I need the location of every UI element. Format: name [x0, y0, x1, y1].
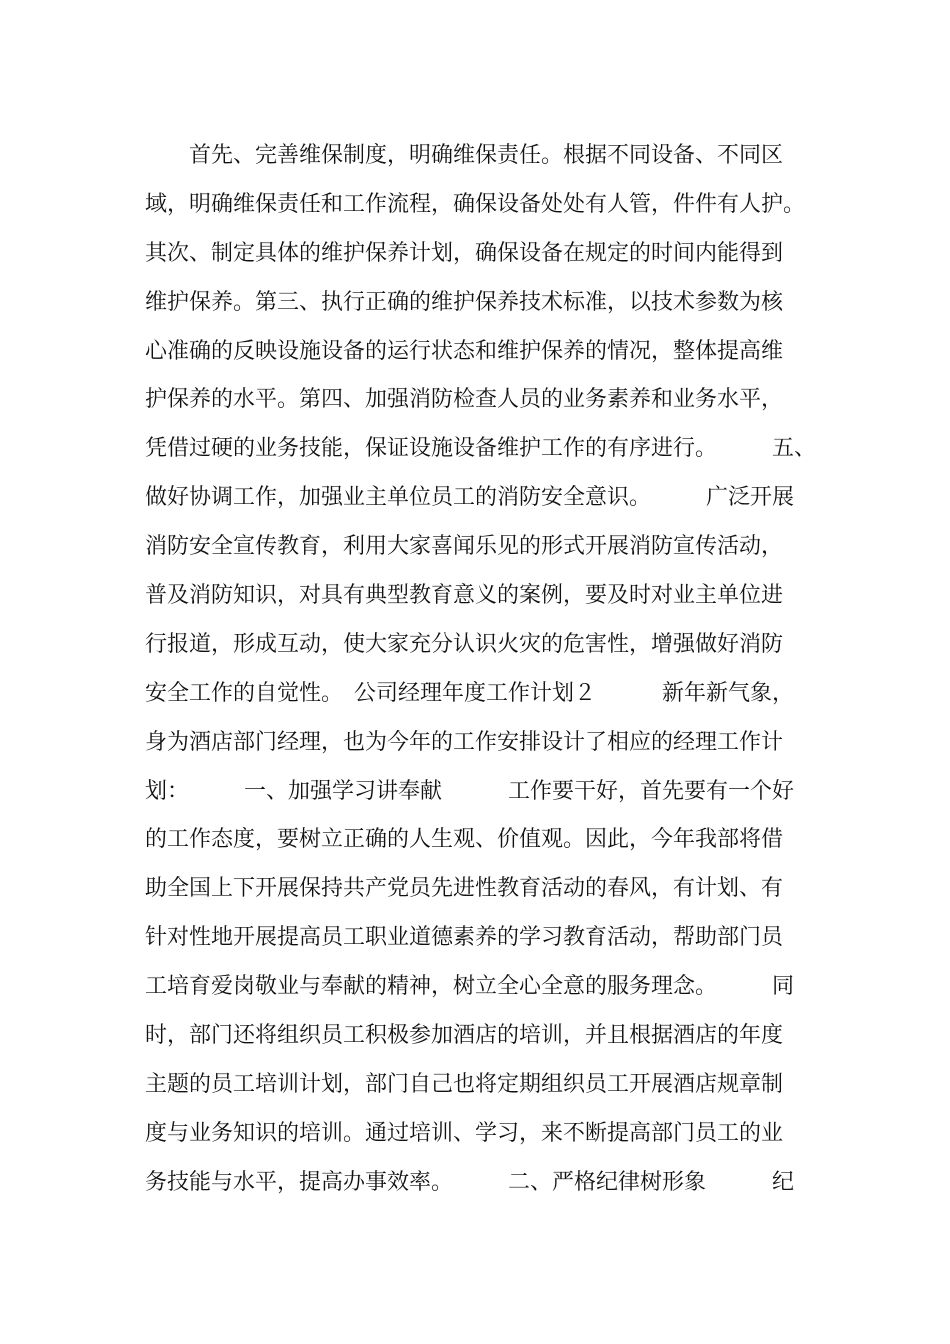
text-line: 首先、完善维保制度，明确维保责任。根据不同设备、不同区: [145, 143, 784, 168]
text-line: 时，部门还将组织员工积极参加酒店的培训，并且根据酒店的年度: [145, 1023, 784, 1049]
text-line: 其次、制定具体的维护保养计划，确保设备在规定的时间内能得到: [145, 240, 784, 266]
text-line: 凭借过硬的业务技能，保证设施设备维护工作的有序进行。 五、: [145, 436, 817, 462]
body-text: [145, 132, 835, 1208]
text-line: 划： 一、加强学习讲奉献 工作要干好，首先要有一个好: [145, 778, 795, 804]
text-line: 做好协调工作，加强业主单位员工的消防安全意识。 广泛开展: [145, 485, 795, 511]
text-line: 域，明确维保责任和工作流程，确保设备处处有人管，件件有人护。: [145, 191, 806, 217]
text-line: 针对性地开展提高员工职业道德素养的学习教育活动，帮助部门员: [145, 925, 784, 951]
text-line: 务技能与水平，提高办事效率。 二、严格纪律树形象 纪: [145, 1169, 795, 1195]
text-line: 身为酒店部门经理，也为今年的工作安排设计了相应的经理工作计: [145, 729, 784, 755]
text-line: 度与业务知识的培训。通过培训、学习，来不断提高部门员工的业: [145, 1120, 784, 1146]
text-line: 工培育爱岗敬业与奉献的精神，树立全心全意的服务理念。 同: [145, 974, 795, 1000]
text-line: 行报道，形成互动，使大家充分认识火灾的危害性，增强做好消防: [145, 631, 784, 657]
text-line: 主题的员工培训计划，部门自己也将定期组织员工开展酒店规章制: [145, 1071, 784, 1097]
text-line: 的工作态度，要树立正确的人生观、价值观。因此，今年我部将借: [145, 827, 784, 853]
text-line: 护保养的水平。第四、加强消防检查人员的业务素养和业务水平，: [145, 387, 784, 413]
text-line: 心准确的反映设施设备的运行状态和维护保养的情况，整体提高维: [145, 338, 784, 364]
text-line: 消防安全宣传教育，利用大家喜闻乐见的形式开展消防宣传活动，: [145, 534, 784, 560]
text-line: 助全国上下开展保持共产党员先进性教育活动的春风，有计划、有: [145, 876, 784, 902]
text-line: 维护保养。第三、执行正确的维护保养技术标准，以技术参数为核: [145, 289, 784, 315]
text-line: 普及消防知识，对具有典型教育意义的案例，要及时对业主单位进: [145, 583, 784, 609]
text-line: 安全工作的自觉性。 公司经理年度工作计划２ 新年新气象，: [145, 680, 795, 706]
